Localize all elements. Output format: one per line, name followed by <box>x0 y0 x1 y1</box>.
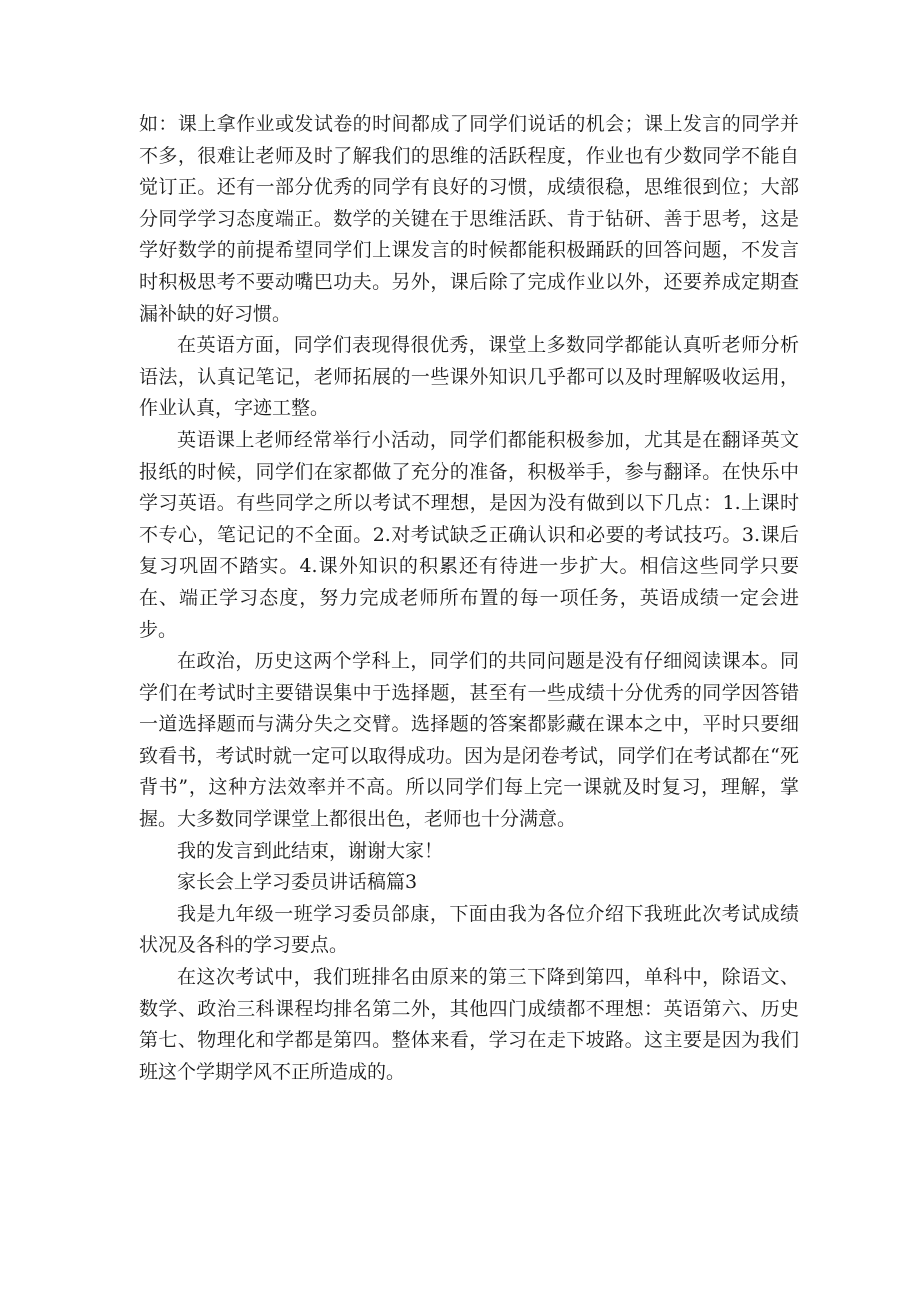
paragraph-english-activities: 英语课上老师经常举行小活动，同学们都能积极参加，尤其是在翻译英文报纸的时候，同学们在家都做了充分的准备，积极举手，参与翻译。在快乐中学习英语。有些同学之所以考试不理想，是因为没有做到以下几点：1.上课时不专心，笔记记的不全面。2.对考试缺乏正确认识和必要的考试技巧。3.课后复习巩固不踏实。4.课外知识的积累还有待进一步扩大。相信这些同学只要在、端正学习态度，努力完成老师所布置的每一项任务，英语成绩一定会进步。 <box>139 428 799 641</box>
paragraph-exam-ranking: 在这次考试中，我们班排名由原来的第三下降到第四，单科中，除语文、数学、政治三科课程均排名第二外，其他四门成绩都不理想：英语第六、历史第七、物理化和学都是第四。整体来看，学习在走下坡路。这主要是因为我们班这个学期学风不正所造成的。 <box>139 966 799 1083</box>
paragraph-closing: 我的发言到此结束，谢谢大家！ <box>177 839 444 862</box>
section-heading: 家长会上学习委员讲话稿篇3 <box>177 871 418 894</box>
paragraph-introduction: 我是九年级一班学习委员郃康，下面由我为各位介绍下我班此次考试成绩状况及各科的学习要点。 <box>139 902 799 957</box>
paragraph-politics-history: 在政治，历史这两个学科上，同学们的共同问题是没有仔细阅读课本。同学们在考试时主要错误集中于选择题，甚至有一些成绩十分优秀的同学因答错一道选择题而与满分失之交臂。选择题的答案都影藏在课本之中，平时只要细致看书，考试时就一定可以取得成功。因为是闭卷考试，同学们在考试都在“死背书”，这种方法效率并不高。所以同学们每上完一课就及时复习，理解，掌握。大多数同学课堂上都很出色，老师也十分满意。 <box>139 650 799 831</box>
document-body <box>139 109 799 1088</box>
paragraph-english-performance: 在英语方面，同学们表现得很优秀，课堂上多数同学都能认真听老师分析语法，认真记笔记，老师拓展的一些课外知识几乎都可以及时理解吸收运用，作业认真，字迹工整。 <box>139 334 799 420</box>
paragraph-math: 如：课上拿作业或发试卷的时间都成了同学们说话的机会；课上发言的同学并不多，很难让老师及时了解我们的思维的活跃程度，作业也有少数同学不能自觉订正。还有一部分优秀的同学有良好的习惯，成绩很稳，思维很到位；大部分同学学习态度端正。数学的关键在于思维活跃、肯于钻研、善于思考，这是学好数学的前提希望同学们上课发言的时候都能积极踊跃的回答问题，不发言时积极思考不要动嘴巴功夫。另外，课后除了完成作业以外，还要养成定期查漏补缺的好习惯。 <box>139 113 799 325</box>
